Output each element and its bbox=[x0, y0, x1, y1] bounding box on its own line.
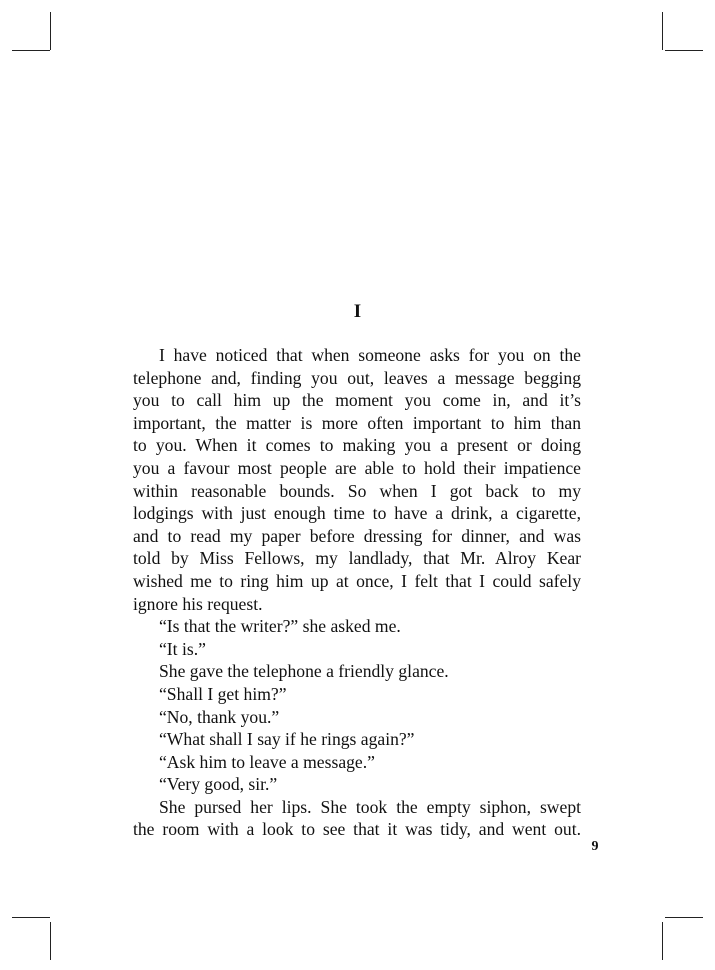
crop-mark-top-right-horizontal bbox=[665, 50, 703, 51]
crop-mark-top-left-horizontal bbox=[12, 50, 50, 51]
chapter-heading: I bbox=[353, 301, 362, 322]
dialogue-paragraph: “Shall I get him?” bbox=[159, 683, 287, 704]
text-line: to you. When it comes to making you a present or doing bbox=[133, 435, 581, 456]
dialogue-paragraph: “Very good, sir.” bbox=[159, 774, 278, 795]
crop-mark-bottom-right-horizontal bbox=[665, 917, 703, 918]
crop-mark-bottom-right-vertical bbox=[662, 922, 663, 960]
text-line: you to call him up the moment you come in, and it’s bbox=[133, 390, 581, 411]
text-line: and to read my paper before dressing for dinner, and was bbox=[133, 525, 581, 546]
page-number: 9 bbox=[591, 839, 599, 854]
crop-mark-bottom-left-vertical bbox=[50, 922, 51, 960]
crop-mark-top-left-vertical bbox=[50, 12, 51, 50]
crop-mark-bottom-left-horizontal bbox=[12, 917, 50, 918]
text-line: telephone and, finding you out, leaves a message begging bbox=[133, 367, 581, 388]
dialogue-paragraph: “What shall I say if he rings again?” bbox=[159, 729, 415, 750]
dialogue-paragraph: “It is.” bbox=[159, 638, 206, 659]
dialogue-paragraph: “No, thank you.” bbox=[159, 706, 280, 727]
text-line: lodgings with just enough time to have a drink, a cigarette, bbox=[133, 503, 581, 524]
text-line: within reasonable bounds. So when I got back to my bbox=[133, 480, 581, 501]
text-line: told by Miss Fellows, my landlady, that Mr. Alroy Kear bbox=[133, 548, 581, 569]
text-line: I have noticed that when someone asks for you on the bbox=[159, 345, 581, 365]
text-line: wished me to ring him up at once, I felt that I could safely bbox=[133, 570, 581, 591]
crop-mark-top-right-vertical bbox=[662, 12, 663, 50]
narration-paragraph: She gave the telephone a friendly glance. bbox=[159, 661, 449, 682]
dialogue-paragraph: “Is that the writer?” she asked me. bbox=[159, 616, 401, 637]
text-line: ignore his request. bbox=[133, 593, 263, 614]
text-line: the room with a look to see that it was tidy, and went out. bbox=[133, 819, 581, 840]
text-line: important, the matter is more often important to him than bbox=[133, 412, 581, 433]
text-line: She pursed her lips. She took the empty siphon, swept bbox=[159, 796, 581, 817]
text-line: you a favour most people are able to hold their impatience bbox=[133, 457, 581, 478]
body-text bbox=[133, 344, 581, 841]
dialogue-paragraph: “Ask him to leave a message.” bbox=[159, 751, 375, 772]
